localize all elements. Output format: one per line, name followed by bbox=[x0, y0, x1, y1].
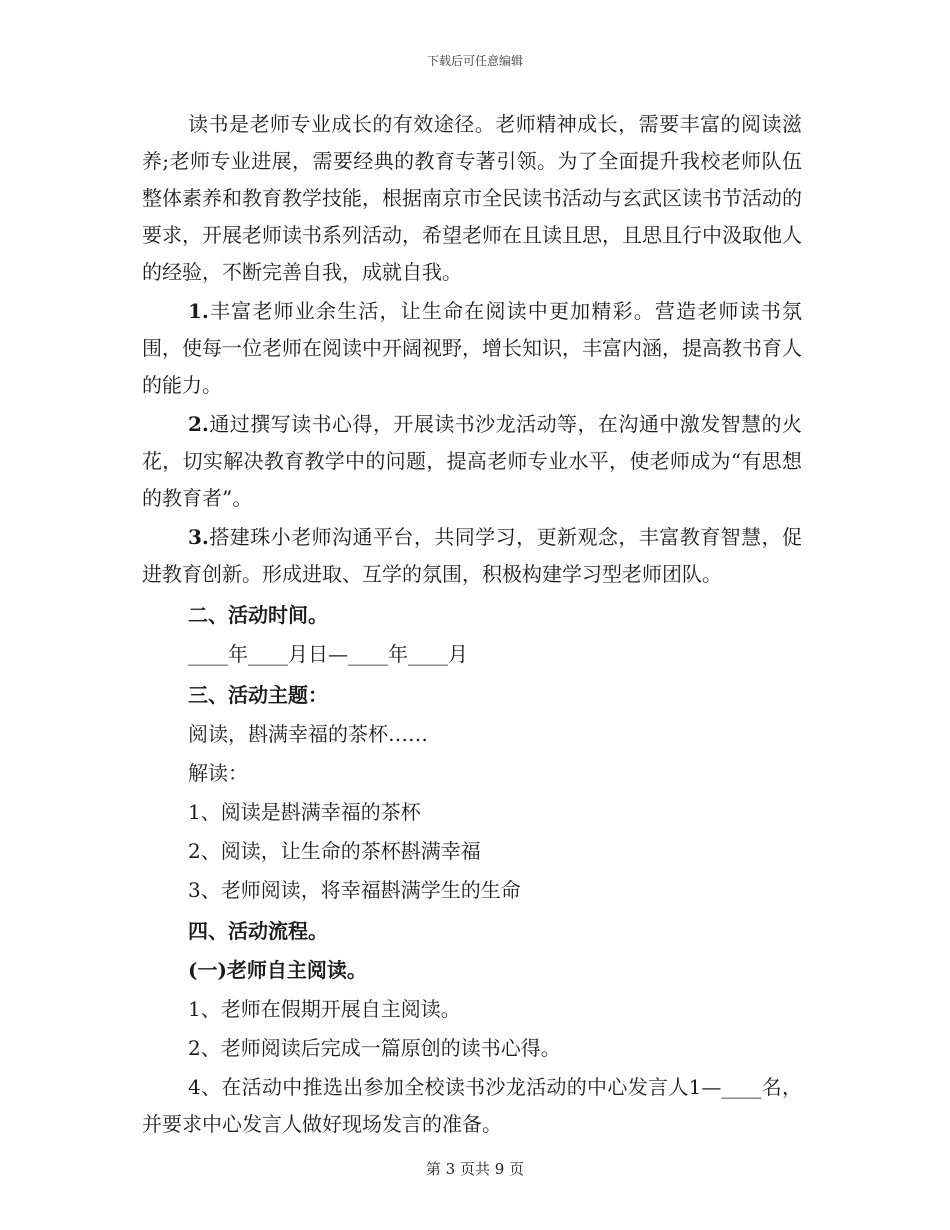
page-footer: 第 3 页共 9 页 bbox=[425, 1160, 525, 1178]
document-body bbox=[142, 106, 802, 1143]
process-item-4: 4、在活动中推选出参加全校读书沙龙活动的中心发言人1—____名，并要求中心发言人做好现场发言的准备。 bbox=[142, 1075, 802, 1136]
goal-text: 通过撰写读书心得，开展读书沙龙活动等，在沟通中激发智慧的火花，切实解决教育教学中的问题，提高老师专业水平，使老师成为“有思想的教育者”。 bbox=[142, 412, 802, 510]
goal-text: 丰富老师业余生活，让生命在阅读中更加精彩。营造老师读书氛围，使每一位老师在阅读中开阔视野，增长知识，丰富内涵，提高教书育人的能力。 bbox=[142, 299, 802, 397]
goal-number: 1. bbox=[188, 299, 209, 323]
goal-paragraph-1 bbox=[142, 293, 802, 404]
goal-text: 搭建珠小老师沟通平台，共同学习，更新观念，丰富教育智慧，促进教育创新。形成进取、互学的氛围，积极构建学习型老师团队。 bbox=[142, 525, 802, 586]
intro-paragraph: 读书是老师专业成长的有效途径。老师精神成长，需要丰富的阅读滋养;老师专业进展，需要经典的教育专著引领。为了全面提升我校老师队伍整体素养和教育教学技能，根据南京市全民读书活动与玄武区读书节活动的要求，开展老师读书系列活动，希望老师在且读且思，且思且行中汲取他人的经验，不断完善自我，成就自我。 bbox=[142, 112, 802, 284]
goal-paragraph-2 bbox=[142, 406, 802, 517]
goal-number: 3. bbox=[188, 525, 209, 549]
section-heading-process: 四、活动流程。 bbox=[188, 919, 328, 943]
goal-paragraph-3 bbox=[142, 519, 802, 593]
section-heading-theme: 三、活动主题： bbox=[188, 683, 328, 707]
sub-heading-self-reading: (一)老师自主阅读。 bbox=[188, 958, 367, 982]
interpret-item: 1、阅读是斟满幸福的茶杯 bbox=[188, 800, 421, 824]
process-item: 1、老师在假期开展自主阅读。 bbox=[188, 997, 461, 1021]
interpret-item: 3、老师阅读，将幸福斟满学生的生命 bbox=[188, 878, 521, 902]
process-item: 2、老师阅读后完成一篇原创的读书心得。 bbox=[188, 1036, 561, 1060]
interpret-label: 解读： bbox=[188, 761, 248, 785]
theme-text: 阅读，斟满幸福的茶杯…… bbox=[188, 722, 428, 746]
activity-date-line: ____年____月日—____年____月 bbox=[188, 642, 468, 666]
section-heading-time: 二、活动时间。 bbox=[188, 603, 328, 627]
goal-number: 2. bbox=[188, 412, 209, 436]
page-header: 下载后可任意编辑 bbox=[426, 54, 523, 68]
interpret-item: 2、阅读，让生命的茶杯斟满幸福 bbox=[188, 839, 481, 863]
